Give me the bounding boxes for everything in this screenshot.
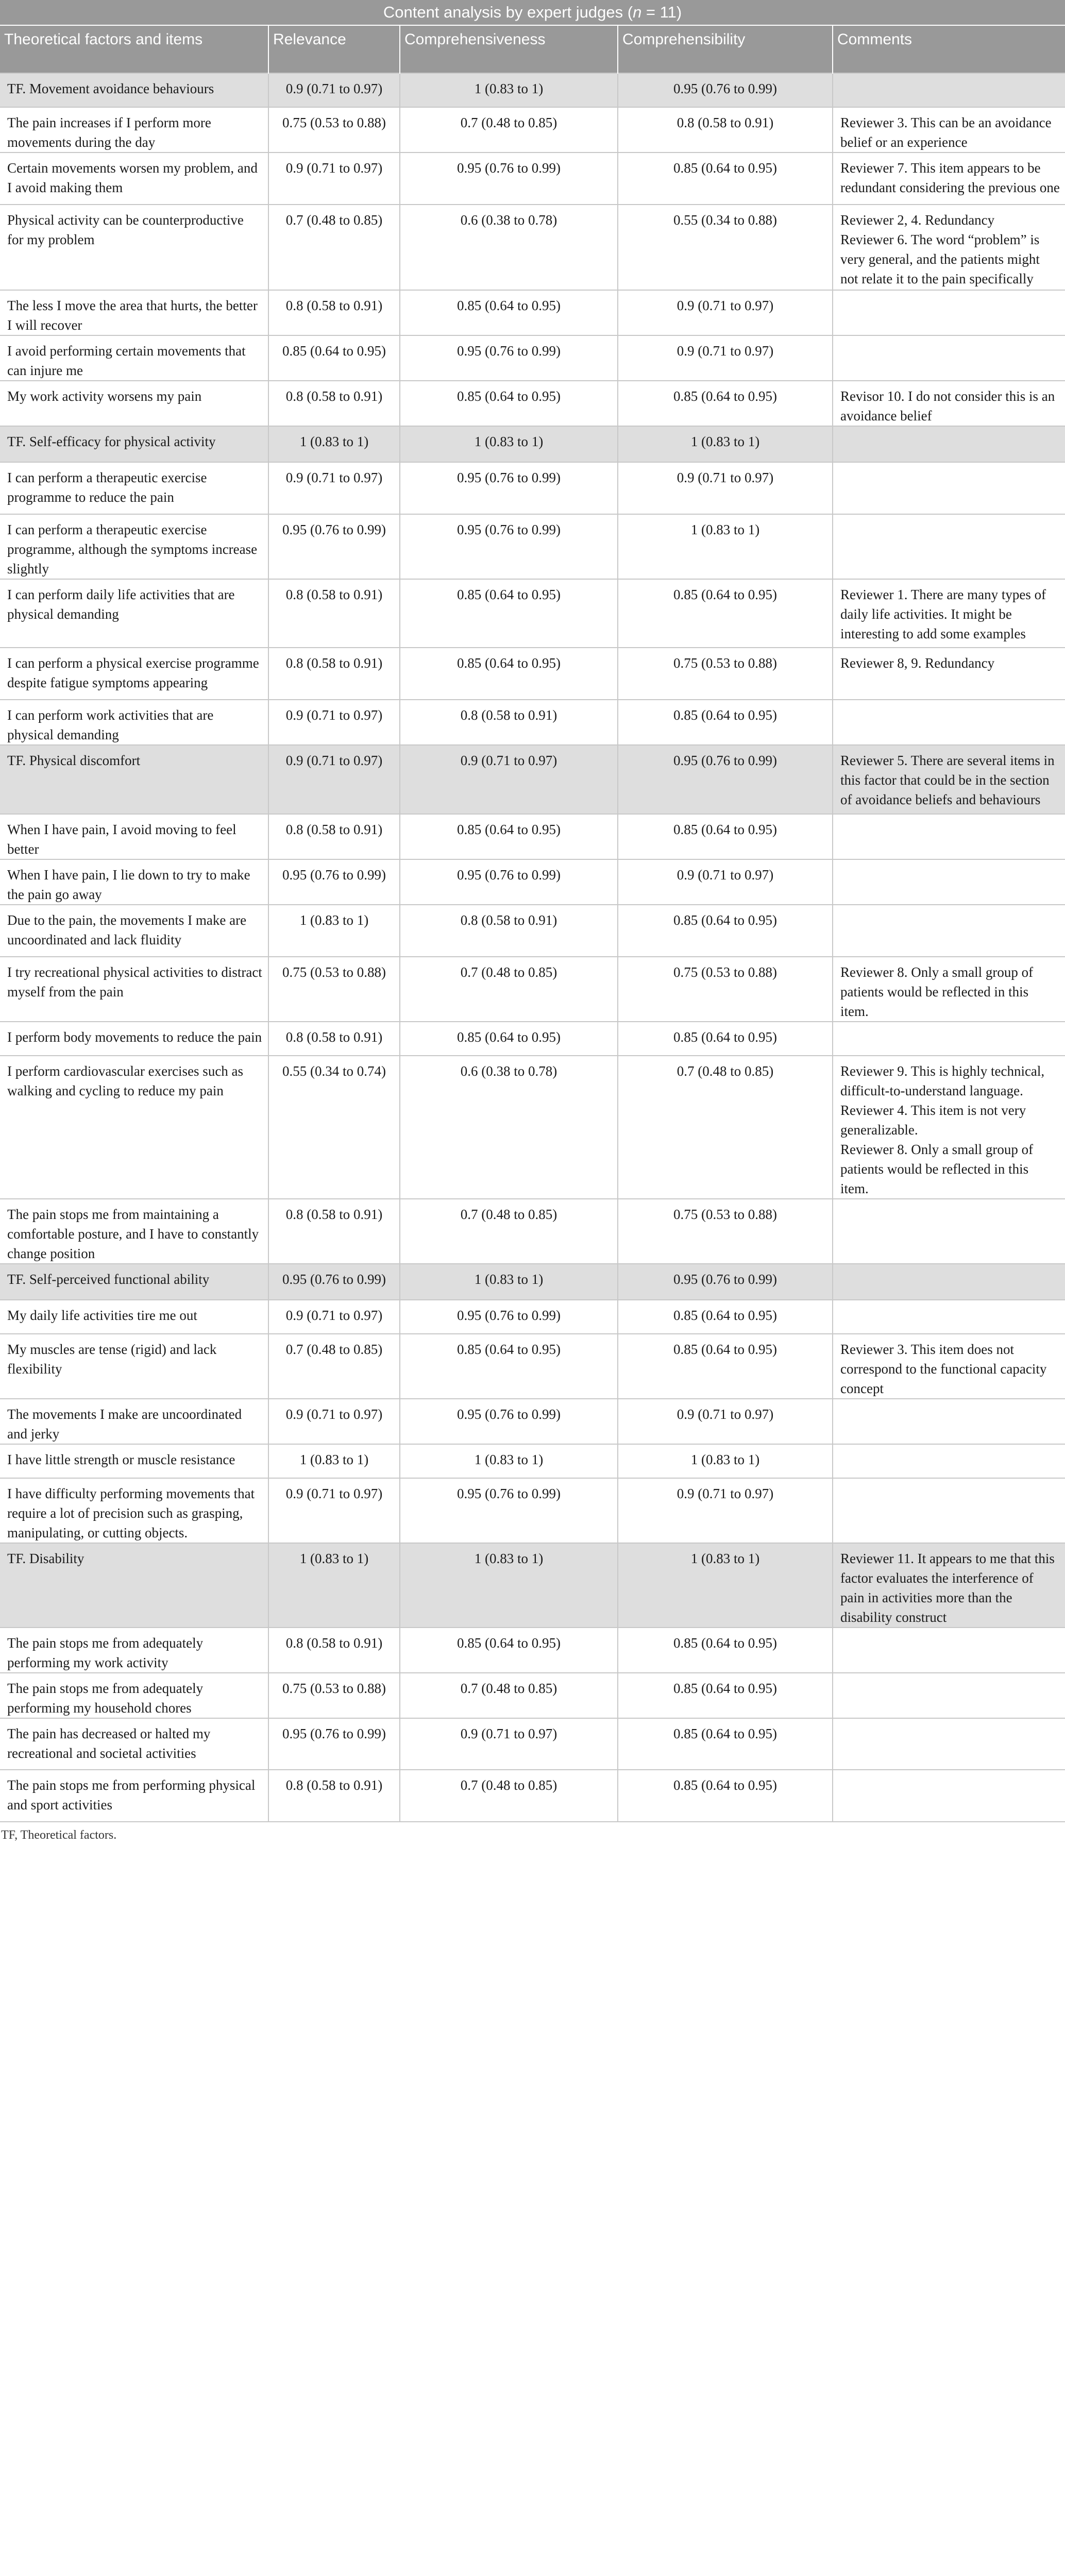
- comment-text: [833, 514, 1065, 579]
- table-row: [0, 381, 1065, 426]
- relevance-value: 0.7 (0.48 to 0.85): [268, 205, 400, 290]
- comment-text: [833, 290, 1065, 335]
- comprehensibility-value: 1 (0.83 to 1): [618, 1543, 833, 1628]
- comment-text: Reviewer 9. This is highly technical, difficult-to-understand language. Reviewer 4. This item is not very generalizable. Reviewer 8. Only a small group of patients would be reflected in this item.: [833, 1056, 1065, 1199]
- relevance-value: 1 (0.83 to 1): [268, 1444, 400, 1478]
- comprehensiveness-value: 0.6 (0.38 to 0.78): [400, 205, 618, 290]
- table-row: [0, 957, 1065, 1022]
- comprehensiveness-value: 0.85 (0.64 to 0.95): [400, 814, 618, 859]
- relevance-value: 0.95 (0.76 to 0.99): [268, 1718, 400, 1770]
- item-text: The movements I make are uncoordinated and jerky: [0, 1399, 268, 1444]
- item-text: The pain stops me from adequately performing my household chores: [0, 1673, 268, 1718]
- relevance-value: 1 (0.83 to 1): [268, 905, 400, 957]
- relevance-value: 0.8 (0.58 to 0.91): [268, 1199, 400, 1264]
- factor-row: [0, 426, 1065, 462]
- item-text: I have difficulty performing movements that require a lot of precision such as grasping, manipulating, or cutting objects.: [0, 1478, 268, 1543]
- relevance-value: 0.95 (0.76 to 0.99): [268, 514, 400, 579]
- factor-row: [0, 745, 1065, 814]
- header-comprehensibility: Comprehensibility: [618, 25, 833, 73]
- comment-text: [833, 1770, 1065, 1822]
- item-text: I have little strength or muscle resistance: [0, 1444, 268, 1478]
- relevance-value: 0.9 (0.71 to 0.97): [268, 73, 400, 107]
- comprehensibility-value: 0.85 (0.64 to 0.95): [618, 1022, 833, 1056]
- comprehensibility-value: 0.85 (0.64 to 0.95): [618, 1718, 833, 1770]
- comment-text: Reviewer 8, 9. Redundancy: [833, 648, 1065, 700]
- comprehensibility-value: 0.7 (0.48 to 0.85): [618, 1056, 833, 1199]
- comprehensiveness-value: 1 (0.83 to 1): [400, 1444, 618, 1478]
- comprehensibility-value: 0.9 (0.71 to 0.97): [618, 859, 833, 905]
- comprehensibility-value: 0.85 (0.64 to 0.95): [618, 1673, 833, 1718]
- comprehensiveness-value: 0.85 (0.64 to 0.95): [400, 579, 618, 648]
- header-relevance: Relevance: [268, 25, 400, 73]
- comprehensiveness-value: 0.7 (0.48 to 0.85): [400, 1770, 618, 1822]
- table-row: [0, 1673, 1065, 1718]
- comment-text: [833, 1478, 1065, 1543]
- comment-text: [833, 1673, 1065, 1718]
- comprehensibility-value: 0.9 (0.71 to 0.97): [618, 1478, 833, 1543]
- relevance-value: 0.8 (0.58 to 0.91): [268, 1770, 400, 1822]
- table-row: [0, 1628, 1065, 1673]
- comment-text: [833, 426, 1065, 462]
- comprehensibility-value: 1 (0.83 to 1): [618, 426, 833, 462]
- factor-name: TF. Self-efficacy for physical activity: [0, 426, 268, 462]
- comprehensiveness-value: 0.95 (0.76 to 0.99): [400, 462, 618, 514]
- comment-text: Reviewer 2, 4. Redundancy Reviewer 6. The word “problem” is very general, and the patients might not relate it to the pain specifically: [833, 205, 1065, 290]
- header-comments: Comments: [833, 25, 1065, 73]
- relevance-value: 0.75 (0.53 to 0.88): [268, 107, 400, 152]
- item-text: I try recreational physical activities to distract myself from the pain: [0, 957, 268, 1022]
- comment-text: [833, 335, 1065, 381]
- comment-text: [833, 1628, 1065, 1673]
- relevance-value: 0.9 (0.71 to 0.97): [268, 700, 400, 745]
- item-text: I perform body movements to reduce the pain: [0, 1022, 268, 1056]
- comment-text: [833, 859, 1065, 905]
- comprehensibility-value: 0.75 (0.53 to 0.88): [618, 1199, 833, 1264]
- comprehensiveness-value: 0.95 (0.76 to 0.99): [400, 1399, 618, 1444]
- comprehensibility-value: 0.85 (0.64 to 0.95): [618, 152, 833, 205]
- factor-name: TF. Disability: [0, 1543, 268, 1628]
- comprehensibility-value: 0.85 (0.64 to 0.95): [618, 700, 833, 745]
- relevance-value: 0.9 (0.71 to 0.97): [268, 462, 400, 514]
- item-text: The pain stops me from maintaining a comfortable posture, and I have to constantly change position: [0, 1199, 268, 1264]
- table-row: [0, 1300, 1065, 1334]
- item-text: The pain has decreased or halted my recreational and societal activities: [0, 1718, 268, 1770]
- table-row: [0, 700, 1065, 745]
- comprehensiveness-value: 0.8 (0.58 to 0.91): [400, 905, 618, 957]
- comment-text: Reviewer 8. Only a small group of patients would be reflected in this item.: [833, 957, 1065, 1022]
- comprehensiveness-value: 0.85 (0.64 to 0.95): [400, 1022, 618, 1056]
- item-text: The less I move the area that hurts, the better I will recover: [0, 290, 268, 335]
- relevance-value: 0.8 (0.58 to 0.91): [268, 1628, 400, 1673]
- comprehensibility-value: 0.8 (0.58 to 0.91): [618, 107, 833, 152]
- comment-text: Reviewer 3. This item does not correspond to the functional capacity concept: [833, 1334, 1065, 1399]
- table-row: [0, 1399, 1065, 1444]
- comprehensiveness-value: 0.9 (0.71 to 0.97): [400, 745, 618, 814]
- factor-row: [0, 73, 1065, 107]
- comprehensiveness-value: 0.95 (0.76 to 0.99): [400, 859, 618, 905]
- comprehensiveness-value: 0.95 (0.76 to 0.99): [400, 152, 618, 205]
- item-text: My daily life activities tire me out: [0, 1300, 268, 1334]
- comprehensibility-value: 0.55 (0.34 to 0.88): [618, 205, 833, 290]
- title-prefix: Content analysis by expert judges (: [383, 3, 633, 21]
- relevance-value: 1 (0.83 to 1): [268, 1543, 400, 1628]
- relevance-value: 0.8 (0.58 to 0.91): [268, 579, 400, 648]
- comment-text: [833, 905, 1065, 957]
- comprehensiveness-value: 0.85 (0.64 to 0.95): [400, 1334, 618, 1399]
- relevance-value: 0.75 (0.53 to 0.88): [268, 957, 400, 1022]
- item-text: I can perform work activities that are physical demanding: [0, 700, 268, 745]
- item-text: I can perform a physical exercise programme despite fatigue symptoms appearing: [0, 648, 268, 700]
- comprehensiveness-value: 0.85 (0.64 to 0.95): [400, 1628, 618, 1673]
- factor-name: TF. Physical discomfort: [0, 745, 268, 814]
- table-row: [0, 107, 1065, 152]
- comprehensiveness-value: 0.7 (0.48 to 0.85): [400, 107, 618, 152]
- comprehensibility-value: 0.9 (0.71 to 0.97): [618, 462, 833, 514]
- item-text: The pain stops me from adequately performing my work activity: [0, 1628, 268, 1673]
- comprehensibility-value: 0.85 (0.64 to 0.95): [618, 1334, 833, 1399]
- comment-text: Reviewer 1. There are many types of daily life activities. It might be interesting to add some examples: [833, 579, 1065, 648]
- relevance-value: 1 (0.83 to 1): [268, 426, 400, 462]
- comprehensiveness-value: 0.95 (0.76 to 0.99): [400, 514, 618, 579]
- table-row: [0, 1770, 1065, 1822]
- table-title: [0, 0, 1065, 25]
- relevance-value: 0.9 (0.71 to 0.97): [268, 152, 400, 205]
- header-factors: Theoretical factors and items: [0, 25, 268, 73]
- comprehensiveness-value: 1 (0.83 to 1): [400, 426, 618, 462]
- comprehensiveness-value: 0.8 (0.58 to 0.91): [400, 700, 618, 745]
- table-row: [0, 1022, 1065, 1056]
- comment-text: [833, 814, 1065, 859]
- item-text: Certain movements worsen my problem, and I avoid making them: [0, 152, 268, 205]
- comment-text: [833, 1444, 1065, 1478]
- footnote: TF, Theoretical factors.: [1, 1828, 117, 1842]
- comprehensibility-value: 0.85 (0.64 to 0.95): [618, 1628, 833, 1673]
- comment-text: [833, 1264, 1065, 1300]
- relevance-value: 0.7 (0.48 to 0.85): [268, 1334, 400, 1399]
- table-row: [0, 814, 1065, 859]
- comment-text: [833, 462, 1065, 514]
- table-body: [0, 73, 1065, 1822]
- comprehensiveness-value: 0.7 (0.48 to 0.85): [400, 957, 618, 1022]
- item-text: When I have pain, I lie down to try to make the pain go away: [0, 859, 268, 905]
- relevance-value: 0.75 (0.53 to 0.88): [268, 1673, 400, 1718]
- item-text: My muscles are tense (rigid) and lack flexibility: [0, 1334, 268, 1399]
- relevance-value: 0.8 (0.58 to 0.91): [268, 290, 400, 335]
- comment-text: Reviewer 11. It appears to me that this factor evaluates the interference of pain in activities more than the disability construct: [833, 1543, 1065, 1628]
- comprehensiveness-value: 1 (0.83 to 1): [400, 1543, 618, 1628]
- comment-text: [833, 1199, 1065, 1264]
- header-comprehensiveness: Comprehensiveness: [400, 25, 618, 73]
- comment-text: [833, 73, 1065, 107]
- relevance-value: 0.8 (0.58 to 0.91): [268, 381, 400, 426]
- comprehensibility-value: 0.95 (0.76 to 0.99): [618, 1264, 833, 1300]
- item-text: Physical activity can be counterproductive for my problem: [0, 205, 268, 290]
- comment-text: [833, 1718, 1065, 1770]
- factor-name: TF. Self-perceived functional ability: [0, 1264, 268, 1300]
- table-row: [0, 859, 1065, 905]
- table-row: [0, 1056, 1065, 1199]
- relevance-value: 0.9 (0.71 to 0.97): [268, 745, 400, 814]
- comprehensiveness-value: 0.9 (0.71 to 0.97): [400, 1718, 618, 1770]
- relevance-value: 0.9 (0.71 to 0.97): [268, 1300, 400, 1334]
- relevance-value: 0.9 (0.71 to 0.97): [268, 1478, 400, 1543]
- item-text: The pain stops me from performing physical and sport activities: [0, 1770, 268, 1822]
- comprehensibility-value: 0.95 (0.76 to 0.99): [618, 745, 833, 814]
- table-row: [0, 1478, 1065, 1543]
- relevance-value: 0.55 (0.34 to 0.74): [268, 1056, 400, 1199]
- comprehensibility-value: 0.85 (0.64 to 0.95): [618, 1770, 833, 1822]
- comment-text: Reviewer 7. This item appears to be redundant considering the previous one: [833, 152, 1065, 205]
- table-row: [0, 648, 1065, 700]
- table-row: [0, 205, 1065, 290]
- relevance-value: 0.95 (0.76 to 0.99): [268, 1264, 400, 1300]
- comprehensibility-value: 1 (0.83 to 1): [618, 514, 833, 579]
- table-row: [0, 1334, 1065, 1399]
- relevance-value: 0.9 (0.71 to 0.97): [268, 1399, 400, 1444]
- comprehensibility-value: 0.75 (0.53 to 0.88): [618, 957, 833, 1022]
- comprehensiveness-value: 1 (0.83 to 1): [400, 1264, 618, 1300]
- comprehensibility-value: 0.9 (0.71 to 0.97): [618, 1399, 833, 1444]
- comprehensiveness-value: 0.6 (0.38 to 0.78): [400, 1056, 618, 1199]
- factor-row: [0, 1264, 1065, 1300]
- relevance-value: 0.8 (0.58 to 0.91): [268, 648, 400, 700]
- title-n: n: [633, 3, 642, 21]
- table-row: [0, 1444, 1065, 1478]
- comprehensibility-value: 0.85 (0.64 to 0.95): [618, 381, 833, 426]
- comprehensibility-value: 0.9 (0.71 to 0.97): [618, 335, 833, 381]
- table-row: [0, 514, 1065, 579]
- comment-text: [833, 1399, 1065, 1444]
- comment-text: [833, 1022, 1065, 1056]
- relevance-value: 0.85 (0.64 to 0.95): [268, 335, 400, 381]
- item-text: When I have pain, I avoid moving to feel better: [0, 814, 268, 859]
- comprehensiveness-value: 0.85 (0.64 to 0.95): [400, 290, 618, 335]
- content-analysis-table: [0, 25, 1065, 1822]
- header-row: [0, 25, 1065, 73]
- table-row: [0, 335, 1065, 381]
- table-row: [0, 290, 1065, 335]
- comprehensibility-value: 0.85 (0.64 to 0.95): [618, 1300, 833, 1334]
- comprehensiveness-value: 0.95 (0.76 to 0.99): [400, 1300, 618, 1334]
- comprehensiveness-value: 0.95 (0.76 to 0.99): [400, 1478, 618, 1543]
- comment-text: [833, 1300, 1065, 1334]
- comprehensibility-value: 0.85 (0.64 to 0.95): [618, 905, 833, 957]
- table-row: [0, 579, 1065, 648]
- comprehensiveness-value: 0.7 (0.48 to 0.85): [400, 1673, 618, 1718]
- table-row: [0, 1718, 1065, 1770]
- item-text: I can perform a therapeutic exercise programme, although the symptoms increase slightly: [0, 514, 268, 579]
- comprehensiveness-value: 1 (0.83 to 1): [400, 73, 618, 107]
- table-row: [0, 1199, 1065, 1264]
- comprehensiveness-value: 0.85 (0.64 to 0.95): [400, 381, 618, 426]
- comment-text: Reviewer 5. There are several items in this factor that could be in the section of avoidance beliefs and behaviours: [833, 745, 1065, 814]
- item-text: I perform cardiovascular exercises such as walking and cycling to reduce my pain: [0, 1056, 268, 1199]
- comprehensibility-value: 0.95 (0.76 to 0.99): [618, 73, 833, 107]
- comment-text: [833, 700, 1065, 745]
- relevance-value: 0.8 (0.58 to 0.91): [268, 814, 400, 859]
- table-row: [0, 905, 1065, 957]
- comprehensibility-value: 0.75 (0.53 to 0.88): [618, 648, 833, 700]
- item-text: I can perform a therapeutic exercise programme to reduce the pain: [0, 462, 268, 514]
- item-text: Due to the pain, the movements I make are uncoordinated and lack fluidity: [0, 905, 268, 957]
- item-text: I can perform daily life activities that are physical demanding: [0, 579, 268, 648]
- relevance-value: 0.95 (0.76 to 0.99): [268, 859, 400, 905]
- title-suffix: = 11): [641, 3, 682, 21]
- comment-text: Reviewer 3. This can be an avoidance belief or an experience: [833, 107, 1065, 152]
- item-text: The pain increases if I perform more movements during the day: [0, 107, 268, 152]
- comprehensibility-value: 1 (0.83 to 1): [618, 1444, 833, 1478]
- factor-name: TF. Movement avoidance behaviours: [0, 73, 268, 107]
- item-text: I avoid performing certain movements that can injure me: [0, 335, 268, 381]
- relevance-value: 0.8 (0.58 to 0.91): [268, 1022, 400, 1056]
- factor-row: [0, 1543, 1065, 1628]
- table-row: [0, 462, 1065, 514]
- comprehensibility-value: 0.85 (0.64 to 0.95): [618, 579, 833, 648]
- item-text: My work activity worsens my pain: [0, 381, 268, 426]
- comprehensibility-value: 0.85 (0.64 to 0.95): [618, 814, 833, 859]
- comprehensiveness-value: 0.7 (0.48 to 0.85): [400, 1199, 618, 1264]
- comment-text: Revisor 10. I do not consider this is an avoidance belief: [833, 381, 1065, 426]
- comprehensiveness-value: 0.95 (0.76 to 0.99): [400, 335, 618, 381]
- table-row: [0, 152, 1065, 205]
- comprehensibility-value: 0.9 (0.71 to 0.97): [618, 290, 833, 335]
- comprehensiveness-value: 0.85 (0.64 to 0.95): [400, 648, 618, 700]
